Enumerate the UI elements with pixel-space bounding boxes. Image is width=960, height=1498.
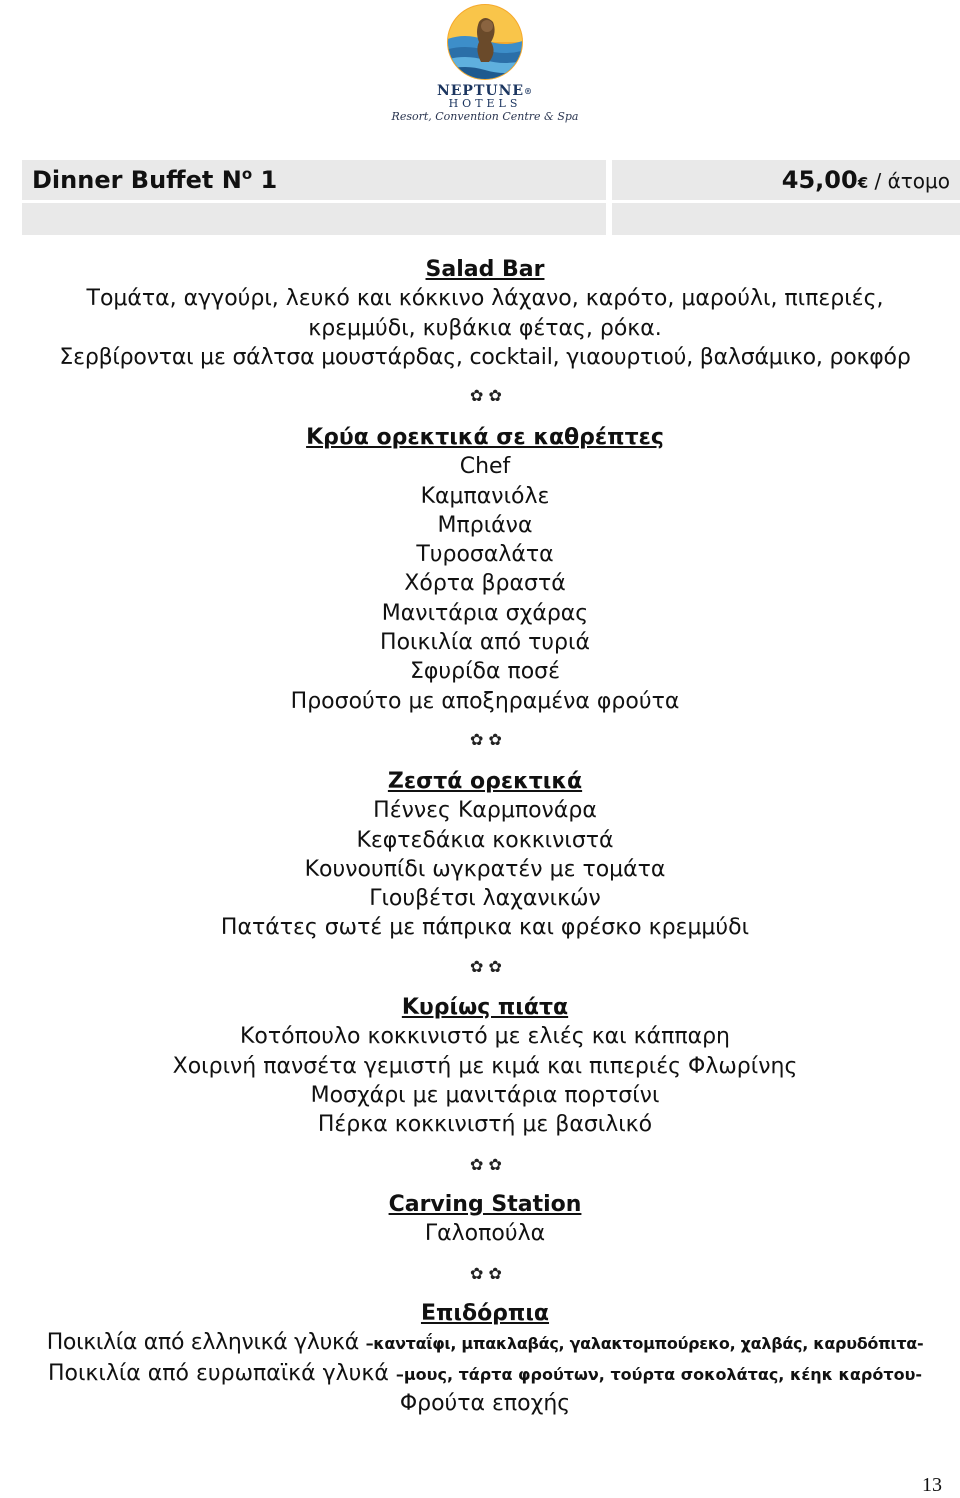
brand-name: NEPTUNE [436,83,525,99]
dessert-line [0,1328,960,1358]
menu-line: Πέννες Καρμπονάρα [373,798,597,824]
page-number: 13 [922,1474,942,1496]
menu-line: Κουνουπίδι ωγκρατέν με τομάτα [304,856,666,882]
menu-line: Χοιρινή πανσέτα γεμιστή με κιμά και πιπεριές Φλωρίνης [172,1053,798,1079]
ornament-divider [456,386,516,405]
section-carving-station [0,1190,960,1249]
section-hot-appetizers [0,767,960,943]
menu-line: Πέρκα κοκκινιστή με βασιλικό [317,1112,653,1138]
section-heading: Κρύα ορεκτικά σε καθρέπτες [306,425,664,450]
menu-line: Τυροσαλάτα [416,542,554,568]
menu-line: Κεφτεδάκια κοκκινιστά [356,827,614,853]
section-heading: Ζεστά ορεκτικά [387,769,583,794]
menu-line: Σερβίρονται με σάλτσα μουστάρδας, cocktail, γιαουρτιού, βαλσάμικο, ροκφόρ [59,344,911,370]
title-bar [22,160,606,200]
dessert-line [0,1359,960,1389]
menu-line: Χόρτα βραστά [404,571,566,597]
section-heading: Salad Bar [425,257,545,282]
price-bar [612,160,960,200]
ornament-divider [456,957,516,976]
menu-line: κρεμμύδι, κυβάκια φέτας, ρόκα. [308,315,662,341]
brand-hotels: HOTELS [448,97,522,110]
title-bar-lower [22,203,606,235]
ornament-divider [456,730,516,749]
registered-mark: ® [524,86,534,96]
menu-line: Μπριάνα [437,512,533,538]
brand-tagline: Resort, Convention Centre & Spa [391,110,579,123]
menu-line: Προσούτο με αποξηραμένα φρούτα [290,688,680,714]
ornament-right-icon: ✿ [488,730,502,749]
dessert-line-main: Ποικιλία από ελληνικά γλυκά [46,1330,366,1356]
menu-title-sup: o [241,165,253,183]
price-value: 45,00 [781,166,858,194]
price-per-person: / άτομο [868,169,950,193]
section-heading: Κυρίως πιάτα [401,995,569,1020]
neptune-hotels-logo [390,2,580,130]
menu-line: Ποικιλία από τυριά [380,630,590,656]
menu-line: Καμπανιόλε [420,483,550,509]
section-main-dishes [0,993,960,1139]
section-heading: Επιδόρπια [420,1301,550,1326]
menu-price [782,166,950,194]
menu-line: Σφυρίδα ποσέ [409,659,561,685]
ornament-right-icon: ✿ [488,1155,502,1174]
menu-title-number: 1 [260,166,278,194]
section-salad-bar [0,255,960,372]
ornament-left-icon: ✿ [470,386,484,405]
menu-line: Κοτόπουλο κοκκινιστό με ελιές και κάππαρη [240,1024,730,1050]
ornament-left-icon: ✿ [470,730,484,749]
ornament-right-icon: ✿ [488,386,502,405]
ornament-divider [456,1155,516,1174]
menu-line: Μοσχάρι με μανιτάρια πορτσίνι [310,1082,660,1108]
menu-line: Τομάτα, αγγούρι, λευκό και κόκκινο λάχανο, καρότο, μαρούλι, πιπεριές, [86,286,884,312]
price-bar-lower [612,203,960,235]
menu-line: Πατάτες σωτέ με πάπρικα και φρέσκο κρεμμύδι [220,915,750,941]
menu-line: Chef [459,454,511,480]
menu-line: Γιουβέτσι λαχανικών [369,886,601,912]
menu-title [32,165,277,194]
ornament-left-icon: ✿ [470,1155,484,1174]
menu-line: Μανιτάρια σχάρας [381,600,589,626]
ornament-left-icon: ✿ [470,957,484,976]
ornament-left-icon: ✿ [470,1264,484,1283]
section-desserts [0,1299,960,1418]
section-cold-appetizers [0,423,960,716]
neptune-emblem-icon [445,2,525,82]
brand-text [390,84,580,124]
dessert-line-detail: –κανταΐφι, μπακλαβάς, γαλακτομπούρεκο, χαλβάς, καρυδόπιτα- [365,1334,924,1354]
dessert-line-detail: –μους, τάρτα φρούτων, τούρτα σοκολάτας, κέηκ καρότου- [395,1364,923,1384]
price-currency: € [857,174,869,192]
menu-line: Γαλοπούλα [424,1221,546,1247]
ornament-right-icon: ✿ [488,1264,502,1283]
menu-title-text: Dinner Buffet N [32,166,242,194]
section-heading: Carving Station [388,1192,582,1217]
ornament-right-icon: ✿ [488,957,502,976]
ornament-divider [456,1264,516,1283]
menu-line: Φρούτα εποχής [399,1390,571,1416]
dessert-line-main: Ποικιλία από ευρωπαϊκά γλυκά [47,1360,396,1386]
